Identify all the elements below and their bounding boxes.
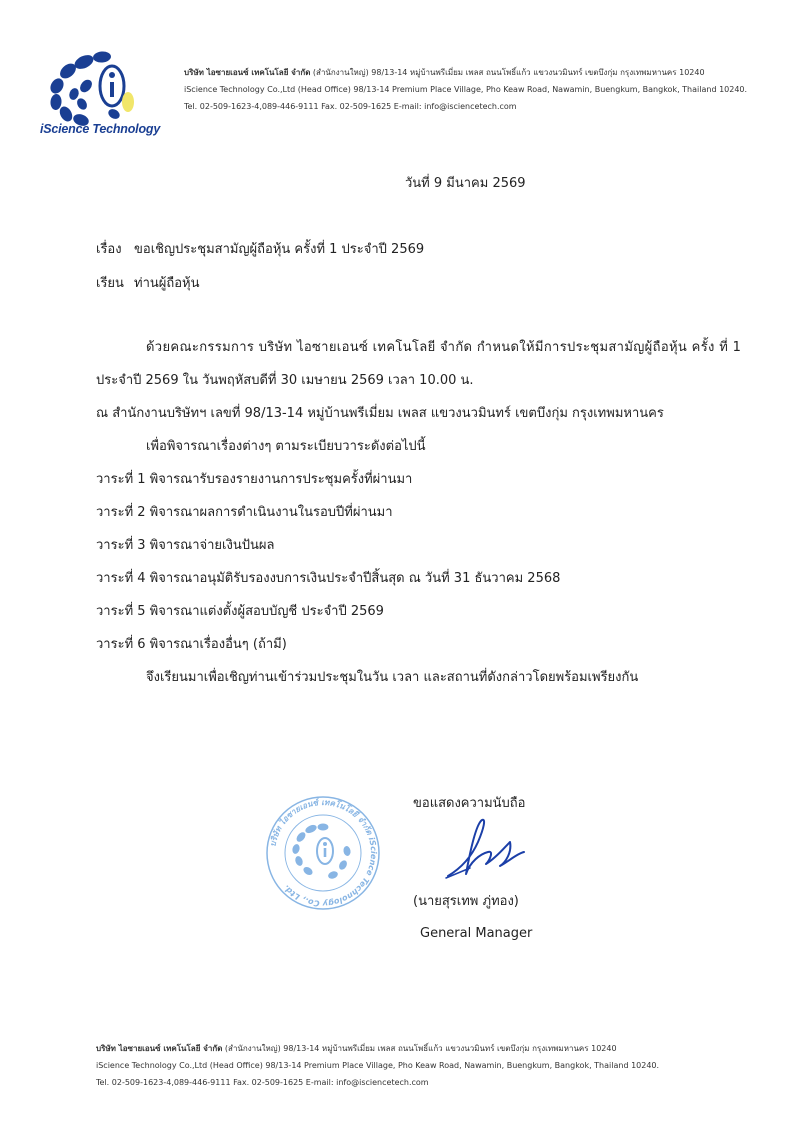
logo-wordmark: iScience Technology (40, 122, 161, 136)
subject-text: ขอเชิญประชุมสามัญผู้ถือหุ้น ครั้งที่ 1 ประจำปี 2569 (134, 242, 425, 257)
handwritten-signature (440, 812, 530, 884)
header-en-address: (Head Office) 98/13-14 Premium Place Village, Pho Keaw Road, Nawamin, Buengkum, Bangkok, Thailand 10240. (295, 85, 748, 94)
body-line-3: ณ สำนักงานบริษัทฯ เลขที่ 98/13-14 หมู่บ้านพรีเมี่ยม เพลส แขวงนวมินทร์ เขตบึงกุ่ม กรุงเทพมหานคร (96, 406, 664, 421)
footer-en-company-name: iScience Technology Co.,Ltd (96, 1061, 208, 1070)
footer-en-address: (Head Office) 98/13-14 Premium Place Village, Pho Keaw Road, Nawamin, Buengkum, Bangkok, Thailand 10240. (207, 1061, 660, 1070)
footer-th-address: (สำนักงานใหญ่) 98/13-14 หมู่บ้านพรีเมี่ยม เพลส ถนนโพธิ์แก้ว แขวงนวมินทร์ เขตบึงกุ่ม กรุงเทพมหานคร 10240 (222, 1044, 617, 1053)
header-contact: Tel. 02-509-1623-4,089-446-9111 Fax. 02-509-1625 E-mail: info@isciencetech.com (184, 102, 517, 111)
letter-date: วันที่ 9 มีนาคม 2569 (405, 176, 526, 191)
footer-th-line (96, 1040, 776, 1057)
signer-name: (นายสุรเทพ ภู่ทอง) (413, 894, 519, 909)
agenda-item: วาระที่ 4 พิจารณาอนุมัติรับรองงบการเงินประจำปีสิ้นสุด ณ วันที่ 31 ธันวาคม 2568 (96, 571, 561, 586)
header-th-line (184, 64, 784, 81)
header-th-address: (สำนักงานใหญ่) 98/13-14 หมู่บ้านพรีเมี่ยม เพลส ถนนโพธิ์แก้ว แขวงนวมินทร์ เขตบึงกุ่ม กรุงเทพมหานคร 10240 (310, 68, 705, 77)
agenda-intro: เพื่อพิจารณาเรื่องต่างๆ ตามระเบียบวาระดังต่อไปนี้ (146, 439, 426, 454)
body-line-2: ประจำปี 2569 ใน วันพฤหัสบดีที่ 30 เมษายน 2569 เวลา 10.00 น. (96, 373, 474, 388)
footer-th-company-name: บริษัท ไอซายเอนซ์ เทคโนโลยี จำกัด (96, 1044, 223, 1053)
body-line-1: ด้วยคณะกรรมการ บริษัท ไอซายเอนซ์ เทคโนโลยี จำกัด กำหนดให้มีการประชุมสามัญผู้ถือหุ้น ครั้ง ที่ 1 (146, 340, 742, 355)
recipient-text: ท่านผู้ถือหุ้น (134, 276, 200, 291)
recipient-line (96, 272, 200, 293)
signer-title: General Manager (420, 926, 533, 941)
company-stamp (263, 793, 383, 913)
header-en-line (184, 81, 784, 98)
agenda-item: วาระที่ 5 พิจารณาแต่งตั้งผู้สอบบัญชี ประจำปี 2569 (96, 604, 384, 619)
agenda-item: วาระที่ 3 พิจารณาจ่ายเงินปันผล (96, 538, 275, 553)
regards-text: ขอแสดงความนับถือ (413, 796, 526, 811)
recipient-label: เรียน (96, 276, 124, 291)
agenda-item: วาระที่ 6 พิจารณาเรื่องอื่นๆ (ถ้ามี) (96, 637, 287, 652)
subject-line (96, 238, 424, 259)
agenda-item: วาระที่ 2 พิจารณาผลการดำเนินงานในรอบปีที่ผ่านมา (96, 505, 393, 520)
footer-contact: Tel. 02-509-1623-4,089-446-9111 Fax. 02-509-1625 E-mail: info@isciencetech.com (96, 1078, 429, 1087)
header-th-company-name: บริษัท ไอซายเอนซ์ เทคโนโลยี จำกัด (184, 68, 311, 77)
closing-sentence: จึงเรียนมาเพื่อเชิญท่านเข้าร่วมประชุมในวัน เวลา และสถานที่ดังกล่าวโดยพร้อมเพรียงกัน (146, 670, 639, 685)
footer-company-info (96, 1040, 776, 1091)
stamp-text: บริษัท ไอซายเอนซ์ เทคโนโลยี จำกัด iScience Technology Co., Ltd. (268, 797, 379, 909)
agenda-item: วาระที่ 1 พิจารณารับรองรายงานการประชุมครั้งที่ผ่านมา (96, 472, 413, 487)
header-en-company-name: iScience Technology Co.,Ltd (184, 85, 296, 94)
footer-en-line (96, 1057, 776, 1074)
subject-label: เรื่อง (96, 242, 122, 257)
header-company-info (184, 64, 784, 115)
